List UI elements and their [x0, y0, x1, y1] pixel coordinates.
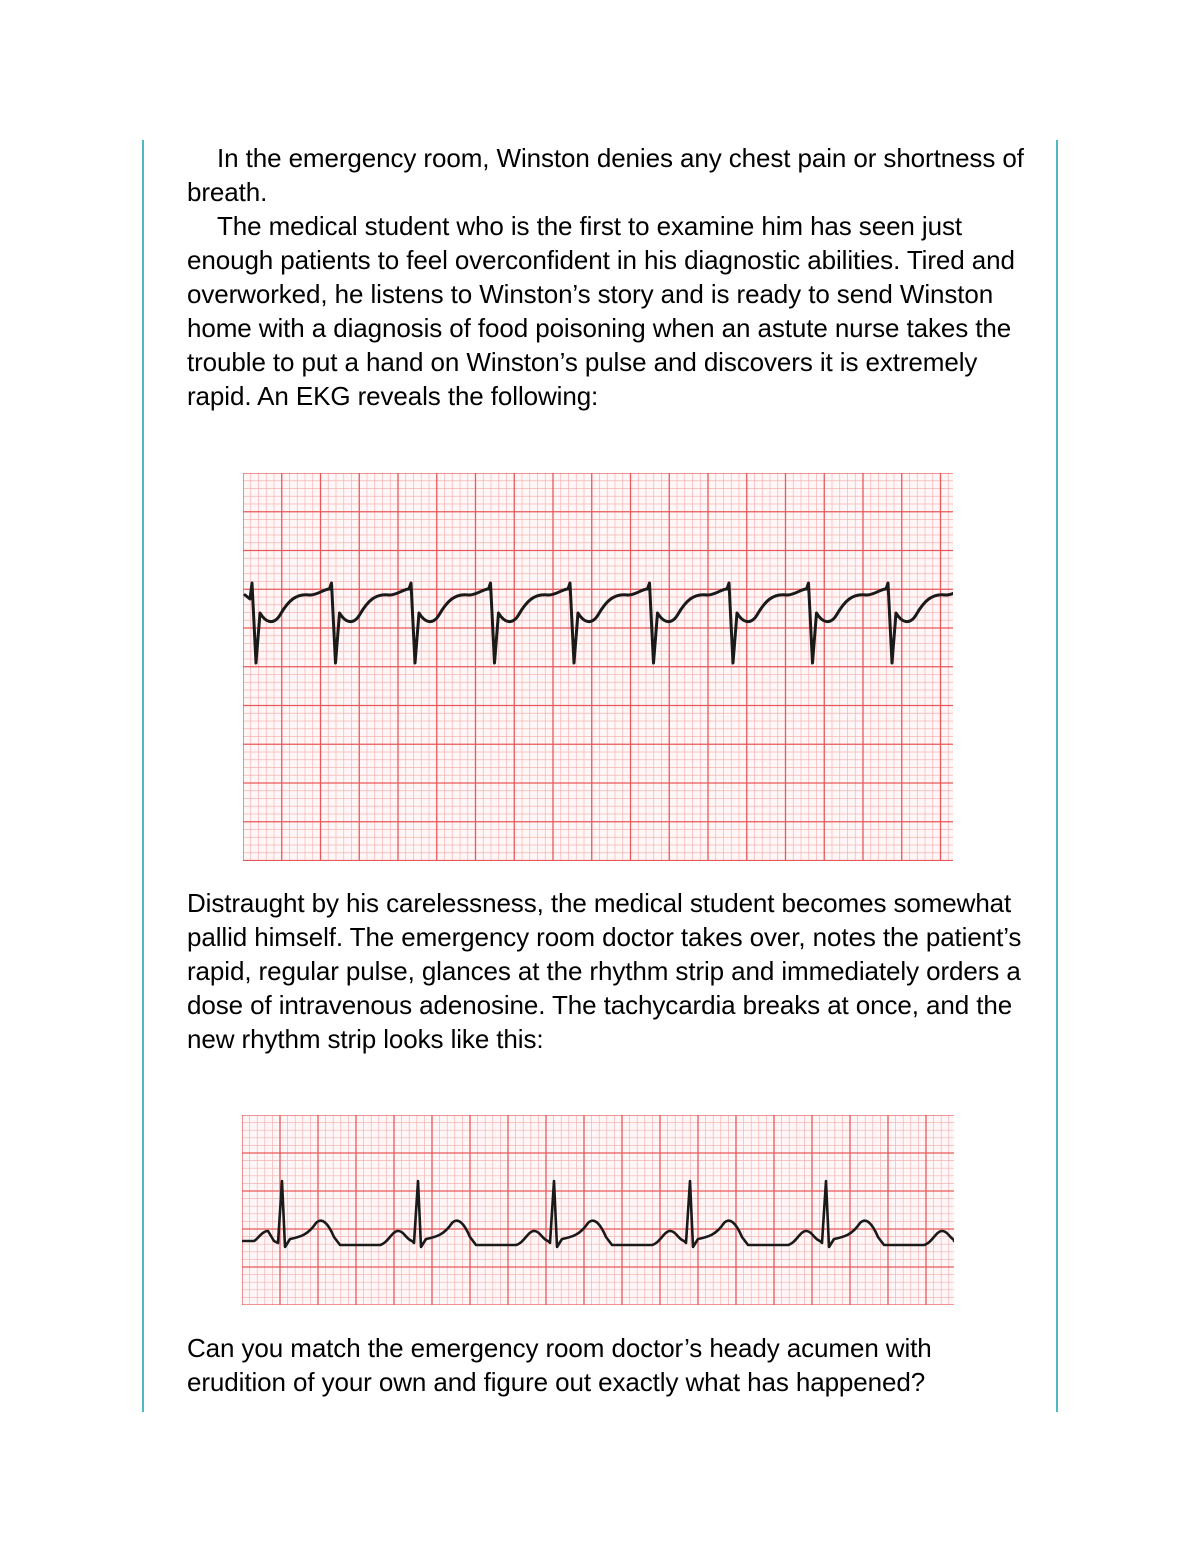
- right-margin-rule: [1056, 140, 1058, 1412]
- paragraph-medical-student: The medical student who is the first to examine him has seen just enough patients to feel overconfident in his diagnostic abilities. Tired and overworked, he listens to Winston’s story and is ready to send Winston home with a diagnosis of food poisoning when an astute nurse takes the trouble to put a hand on Winston’s pulse and discovers it is extremely rapid. An EKG reveals the following:: [187, 211, 1015, 411]
- intro-text: [187, 141, 1027, 413]
- paragraph-adenosine: Distraught by his carelessness, the medical student becomes somewhat pallid himself. The emergency room doctor takes over, notes the patient’s rapid, regular pulse, glances at the rhythm strip and immediately orders a dose of intravenous adenosine. The tachycardia breaks at once, and the new rhythm strip looks like this:: [187, 888, 1022, 1054]
- ekg-strip-tachycardia: [243, 473, 953, 861]
- ekg-strip-post-adenosine: [242, 1115, 954, 1305]
- paragraph-question: Can you match the emergency room doctor’s heady acumen with erudition of your own and figure out exactly what has happened?: [187, 1333, 932, 1397]
- paragraph-chest-pain: In the emergency room, Winston denies any chest pain or shortness of breath.: [187, 143, 1024, 207]
- strip-background: [242, 1115, 954, 1305]
- closing-question: [187, 1331, 1027, 1399]
- middle-text: [187, 886, 1027, 1056]
- left-margin-rule: [142, 140, 144, 1412]
